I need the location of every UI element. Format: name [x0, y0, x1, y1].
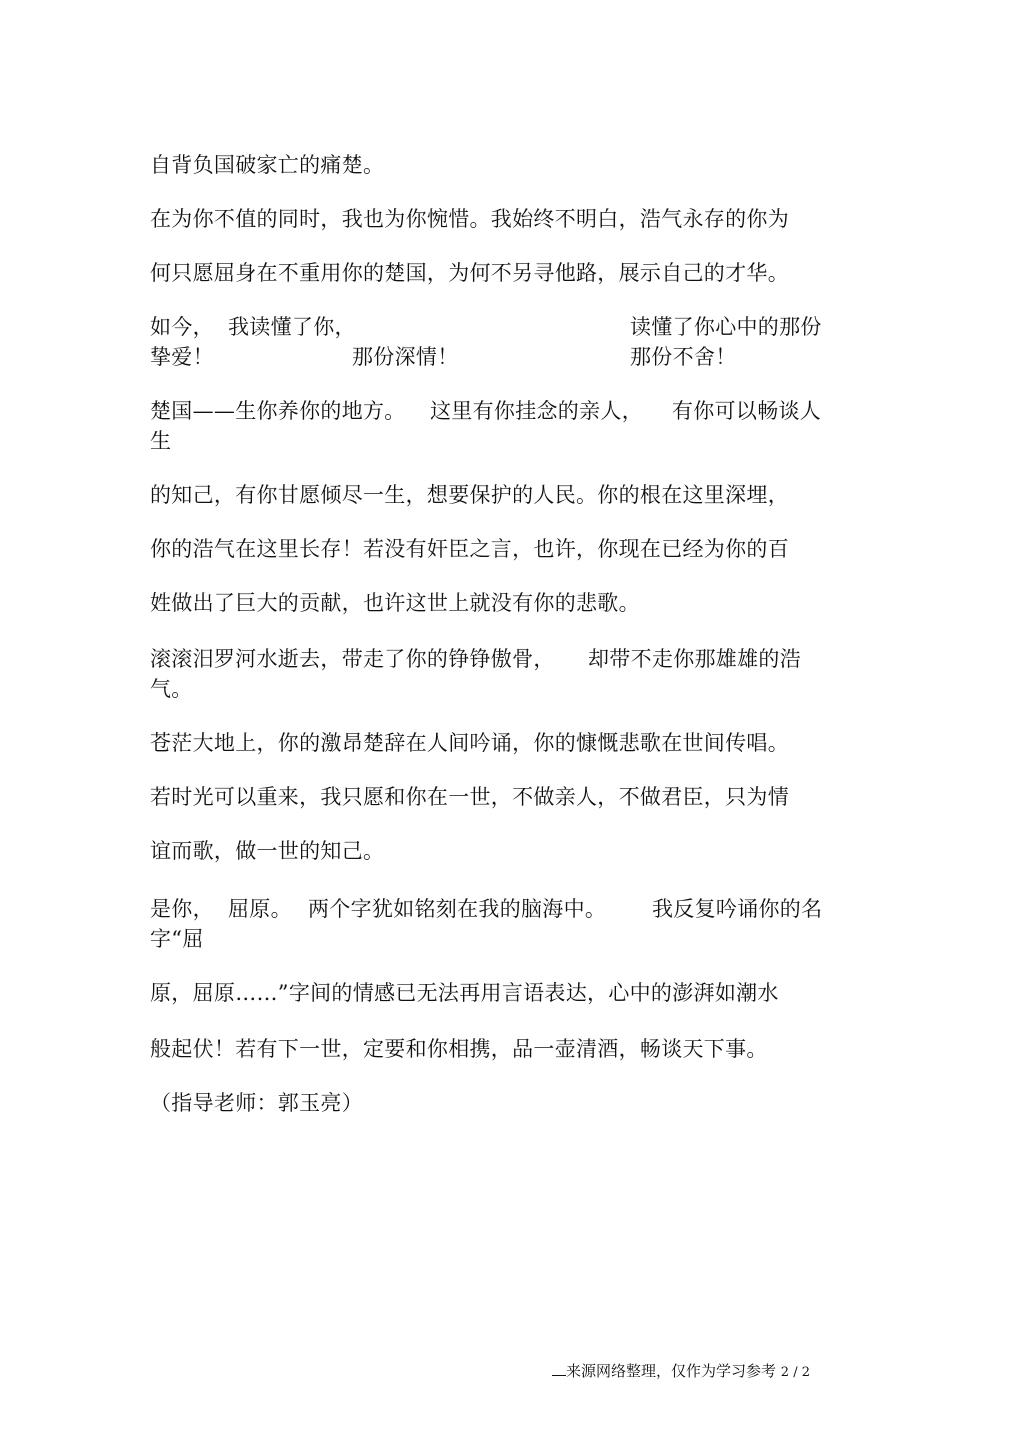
text-line: 若时光可以重来，我只愿和你在一世，不做亲人，不做君臣，只为情: [150, 785, 789, 809]
text-segment: 字“屈: [150, 927, 204, 951]
text-segment: 滚滚汨罗河水逝去，带走了你的铮铮傲骨，: [150, 647, 555, 671]
text-segment: 屈原。: [228, 897, 292, 921]
stanza-text: 那份深情！: [352, 345, 459, 369]
footer-underline: [552, 1361, 566, 1376]
text-segment: 生: [150, 429, 172, 453]
stanza-text: 读懂了你心中的那份: [630, 315, 822, 339]
text-segment: 两个字犹如铭刻在我的脑海中。: [308, 897, 607, 921]
text-line: 你的浩气在这里长存！若没有奸臣之言，也许，你现在已经为你的百: [150, 537, 789, 561]
stanza-text: 那份不舍！: [630, 345, 737, 369]
text-segment: 我反复吟诵你的名: [652, 897, 823, 921]
text-line: 谊而歌，做一世的知己。: [150, 839, 385, 863]
text-line: 的知己，有你甘愿倾尽一生，想要保护的人民。你的根在这里深埋，: [150, 483, 789, 507]
page-number: 2 / 2: [780, 1365, 810, 1380]
text-line: 自背负国破家亡的痛楚。: [150, 153, 385, 177]
text-line: 般起伏！若有下一世，定要和你相携，品一壶清酒，畅谈天下事。: [150, 1037, 768, 1061]
text-line: 苍茫大地上，你的激昂楚辞在人间吟诵，你的慷慨悲歌在世间传唱。: [150, 731, 789, 755]
stanza-text: 我读懂了你，: [228, 315, 356, 339]
text-line: 原，屈原……”字间的情感已无法再用言语表达，心中的澎湃如潮水: [150, 981, 779, 1005]
signature: （指导老师：郭玉亮）: [150, 1091, 363, 1115]
text-segment: 这里有你挂念的亲人，: [430, 399, 643, 423]
text-segment: 楚国——生你养你的地方。: [150, 399, 406, 423]
text-line: 在为你不值的同时，我也为你惋惜。我始终不明白，浩气永存的你为: [150, 207, 789, 231]
text-segment: 气。: [150, 677, 193, 701]
text-line: 何只愿屈身在不重用你的楚国，为何不另寻他路，展示自己的才华。: [150, 261, 789, 285]
text-line: 姓做出了巨大的贡献，也许这世上就没有你的悲歌。: [150, 591, 640, 615]
footer-source-text: 来源网络整理，仅作为学习参考: [566, 1362, 777, 1380]
stanza-text: 挚爱！: [150, 345, 214, 369]
text-segment: 是你，: [150, 897, 214, 921]
page-footer: [552, 1361, 810, 1383]
text-segment: 有你可以畅谈人: [672, 399, 822, 423]
stanza-text: 如今，: [150, 315, 214, 339]
text-segment: 却带不走你那雄雄的浩: [588, 647, 801, 671]
